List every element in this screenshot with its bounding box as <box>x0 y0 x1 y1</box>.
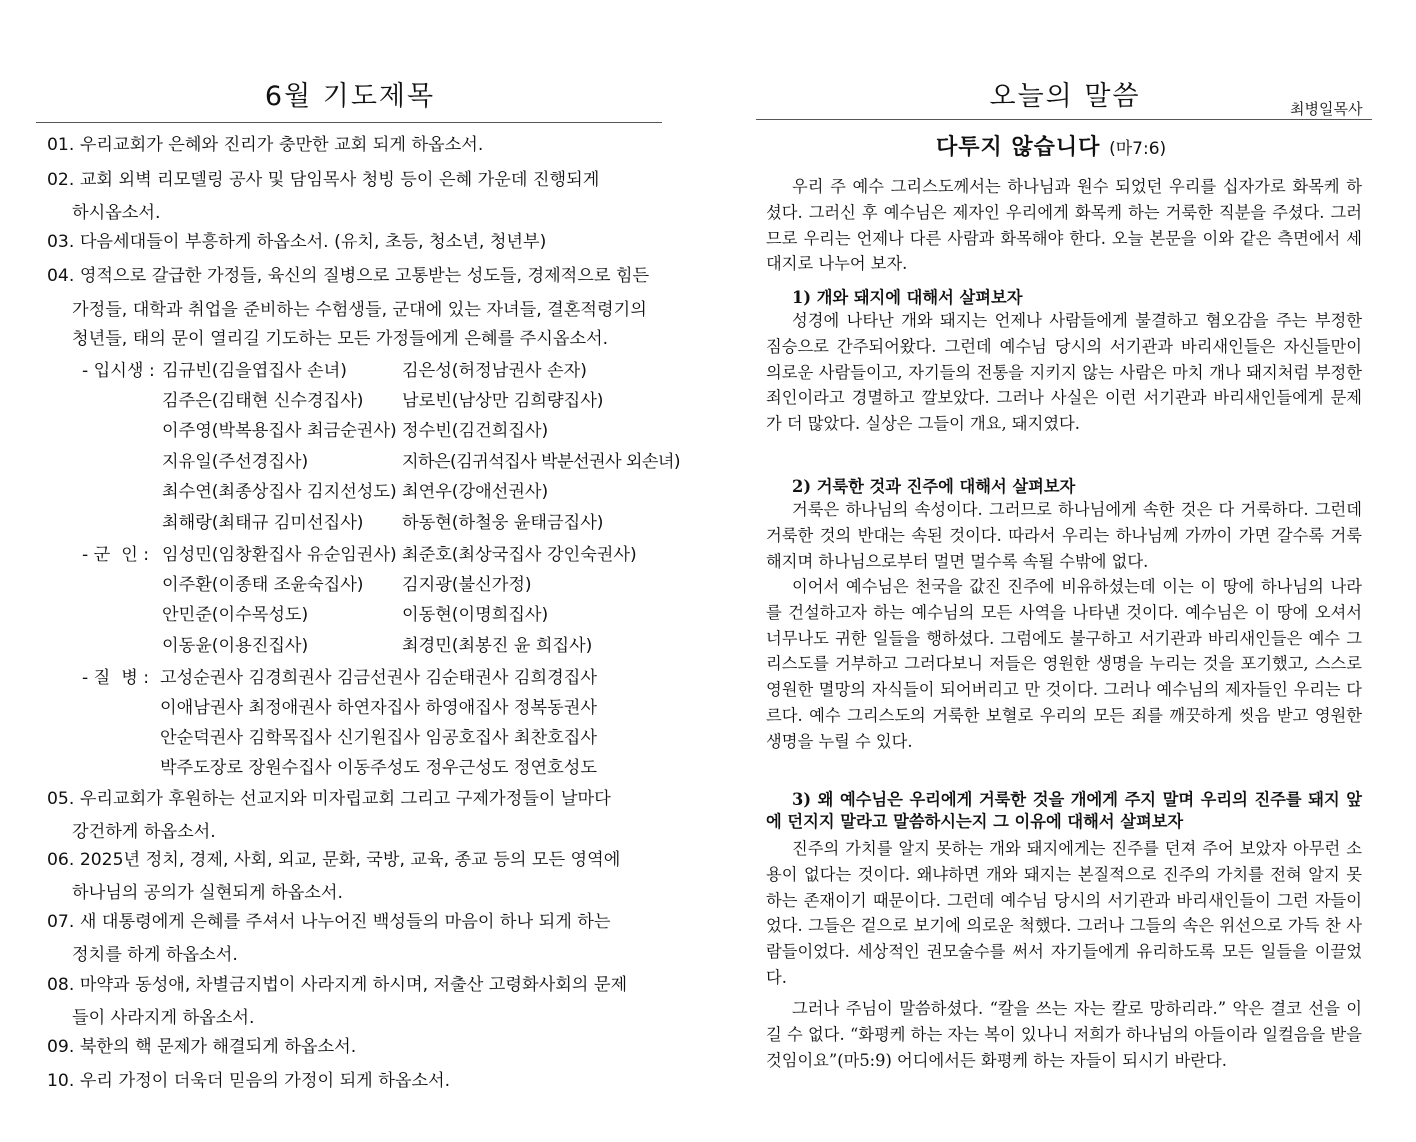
name-entry: 최해랑(최태규 김미선집사) <box>162 513 364 533</box>
section-1-heading: 1) 개와 돼지에 대해서 살펴보자 <box>792 288 1023 307</box>
item-text: 우리교회가 후원하는 선교지와 미자립교회 그리고 구제가정들이 날마다 <box>79 789 611 809</box>
name-entry: 이주영(박복용집사 최금순권사) <box>162 421 397 441</box>
prayer-item <box>47 912 610 932</box>
section-2-text-1: 거룩은 하나님의 속성이다. 그러므로 하나님에게 속한 것은 다 거룩하다. 그런데 거룩한 것의 반대는 속된 것이다. 따라서 우리는 하나님께 가까이 가면 갈수록 거룩해지며 하나님으로부터 멀면 멀수록 속될 수밖에 없다. <box>766 500 1362 571</box>
item-text: 다음세대들이 부흥하게 하옵소서. (유치, 초등, 청소년, 청년부) <box>79 232 547 252</box>
name-entry: 이주환(이종태 조윤숙집사) <box>162 575 364 595</box>
prayer-item <box>47 850 620 870</box>
prayer-title: 6월 기도제목 <box>264 81 436 112</box>
name-entry: 김주은(김태현 신수경집사) <box>162 391 364 411</box>
item-text-continued: 들이 사라지게 하옵소서. <box>72 1008 255 1028</box>
section-3-heading: 3) 왜 예수님은 우리에게 거룩한 것을 개에게 주지 말며 우리의 진주를 돼지 앞에 던지지 말라고 말씀하시는지 그 이유에 대해서 살펴보자 <box>766 790 1362 831</box>
name-entry: 김규빈(김을엽집사 손녀) <box>162 361 347 381</box>
item-text: 2025년 정치, 경제, 사회, 외교, 문화, 국방, 교육, 종교 등의 모든 영역에 <box>79 850 621 870</box>
prayer-item <box>47 1037 356 1057</box>
item-number: 01. <box>47 135 75 155</box>
scripture-reference: (마7:6) <box>1109 139 1167 159</box>
sermon-section-title: 오늘의 말씀 <box>989 81 1141 112</box>
name-entry: 김은성(허정남권사 손자) <box>402 361 587 381</box>
sermon-intro: 우리 주 예수 그리스도께서는 하나님과 원수 되었던 우리를 십자가로 화목케 하셨다. 그러신 후 예수님은 제자인 우리에게 화목케 하는 거룩한 직분을 주셨다. 그러므로 우리는 언제나 다른 사람과 화목해야 한다. 오늘 본문을 이와 같은 측면에서 세 대지로 나누어 보자. <box>766 177 1362 274</box>
section-3-text: 진주의 가치를 알지 못하는 개와 돼지에게는 진주를 던져 주어 보았자 아무런 소용이 없다는 것이다. 왜냐하면 개와 돼지는 본질적으로 진주의 가치를 전혀 알지 못하는 존재이기 때문이다. 그런데 예수님 당시의 서기관과 바리새인들이 그런 자들이었다. 그들은 겉으로 보기에 의로운 척했다. 그러나 그들의 속은 위선으로 가득 찬 사람들이었다. 세상적인 권모술수를 써서 자기들에게 유리하도록 모든 일들을 이끌었다. <box>766 839 1362 987</box>
name-entry: 하동현(하철웅 윤태금집사) <box>402 513 604 533</box>
item-number: 06. <box>47 850 75 870</box>
name-line: 이애남권사 최정애권사 하연자집사 하영애집사 정복동권사 <box>160 698 597 718</box>
item-text-continued: 가정들, 대학과 취업을 준비하는 수험생들, 군대에 있는 자녀들, 결혼적령기의 <box>72 300 647 320</box>
item-text: 교회 외벽 리모델링 공사 및 담임목사 청빙 등이 은혜 가운데 진행되게 <box>79 170 600 190</box>
item-text: 마약과 동성애, 차별금지법이 사라지게 하시며, 저출산 고령화사회의 문제 <box>79 975 628 995</box>
item-text: 영적으로 갈급한 가정들, 육신의 질병으로 고통받는 성도들, 경제적으로 힘든 <box>79 266 650 286</box>
sermon-closing: 그러나 주님이 말씀하셨다. “칼을 쓰는 자는 칼로 망하리라.” 악은 결코 선을 이길 수 없다. “화평케 하는 자는 복이 있나니 저희가 하나님의 아들이라 일컬음을 받을 것임이요”(마5:9) 어디에서든 화평케 하는 자들이 되시기 바란다. <box>766 999 1362 1070</box>
sermon-title: 다투지 않습니다 <box>936 135 1101 160</box>
author-name: 최병일목사 <box>1290 100 1363 118</box>
item-text: 북한의 핵 문제가 해결되게 하옵소서. <box>79 1037 357 1057</box>
group-label-illness: - 질 병 : <box>82 668 150 688</box>
item-text-continued: 하나님의 공의가 실현되게 하옵소서. <box>72 883 343 903</box>
name-entry: 이동윤(이용진집사) <box>162 636 309 656</box>
name-entry: 최경민(최봉진 윤 희집사) <box>402 636 593 656</box>
name-entry: 지유일(주선경집사) <box>162 452 309 472</box>
section-2-heading: 2) 거룩한 것과 진주에 대해서 살펴보자 <box>792 477 1076 496</box>
name-entry: 이동현(이명희집사) <box>402 605 549 625</box>
name-entry: 남로빈(남상만 김희량집사) <box>402 391 604 411</box>
prayer-item <box>47 266 649 286</box>
prayer-item <box>47 1071 450 1091</box>
item-number: 10. <box>47 1071 75 1091</box>
item-text-continued: 정치를 하게 하옵소서. <box>72 945 238 965</box>
section-1-text: 성경에 나타난 개와 돼지는 언제나 사람들에게 불결하고 혐오감을 주는 부정한 짐승으로 간주되어왔다. 그런데 예수님 당시의 서기관과 바리새인들은 자신들만이 의로운 사람들이고, 자기들의 전통을 지키지 않는 사람은 마치 개나 돼지처럼 부정한 죄인이라고 경멸하고 깔보았다. 그러나 사실은 이런 서기관과 바리새인들에게 문제가 더 많았다. 실상은 그들이 개요, 돼지였다. <box>766 311 1362 434</box>
name-line: 고성순권사 김경희권사 김금선권사 김순태권사 김희경집사 <box>160 668 597 688</box>
item-number: 03. <box>47 232 75 252</box>
name-entry: 최연우(강애선권사) <box>402 482 549 502</box>
sermon-headline <box>936 130 1166 161</box>
name-entry: 지하은(김귀석집사 박분선권사 외손녀) <box>402 452 680 472</box>
left-title-divider <box>36 122 662 123</box>
group-label-military: - 군 인 : <box>82 545 150 565</box>
item-text: 우리 가정이 더욱더 믿음의 가정이 되게 하옵소서. <box>79 1071 451 1091</box>
section-2-text-2: 이어서 예수님은 천국을 값진 진주에 비유하셨는데 이는 이 땅에 하나님의 나라를 건설하고자 하는 예수님의 모든 사역을 나타낸 것이다. 예수님은 이 땅에 오셔서 너무나도 귀한 일들을 행하셨다. 그럼에도 불구하고 서기관과 바리새인들은 예수 그리스도를 거부하고 그러다보니 저들은 영원한 생명을 누리는 것을 포기했고, 스스로 영원한 멸망의 자식들이 되어버리고 만 것이다. 그러나 예수님의 제자들인 우리는 다르다. 예수 그리스도의 거룩한 보혈로 우리의 모든 죄를 깨끗하게 씻음 받고 영원한 생명을 누릴 수 있다. <box>766 577 1362 751</box>
item-number: 07. <box>47 912 75 932</box>
item-number: 09. <box>47 1037 75 1057</box>
item-number: 08. <box>47 975 75 995</box>
name-entry: 안민준(이수목성도) <box>162 605 309 625</box>
prayer-item <box>47 170 599 190</box>
item-text: 새 대통령에게 은혜를 주셔서 나누어진 백성들의 마음이 하나 되게 하는 <box>79 912 611 932</box>
item-text-continued: 강건하게 하옵소서. <box>72 822 216 842</box>
item-text-continued: 청년들, 태의 문이 열리길 기도하는 모든 가정들에게 은혜를 주시옵소서. <box>72 329 609 349</box>
item-text: 우리교회가 은혜와 진리가 충만한 교회 되게 하옵소서. <box>79 135 484 155</box>
name-line: 안순덕권사 김학목집사 신기원집사 임공호집사 최찬호집사 <box>160 728 597 748</box>
item-number: 02. <box>47 170 75 190</box>
prayer-item <box>47 232 546 252</box>
group-label-students: - 입시생 : <box>82 361 155 381</box>
prayer-item <box>47 975 627 995</box>
right-title-divider <box>756 119 1372 120</box>
item-number: 04. <box>47 266 75 286</box>
name-entry: 최수연(최종상집사 김지선성도) <box>162 482 397 502</box>
name-entry: 김지광(불신가정) <box>402 575 532 595</box>
name-entry: 정수빈(김건희집사) <box>402 421 549 441</box>
item-number: 05. <box>47 789 75 809</box>
prayer-item <box>47 789 611 809</box>
prayer-item <box>47 135 483 155</box>
name-entry: 최준호(최상국집사 강인숙권사) <box>402 545 637 565</box>
item-text-continued: 하시옵소서. <box>72 203 161 223</box>
name-line: 박주도장로 장원수집사 이동주성도 정우근성도 정연호성도 <box>160 758 597 778</box>
name-entry: 임성민(임창환집사 유순임권사) <box>162 545 397 565</box>
